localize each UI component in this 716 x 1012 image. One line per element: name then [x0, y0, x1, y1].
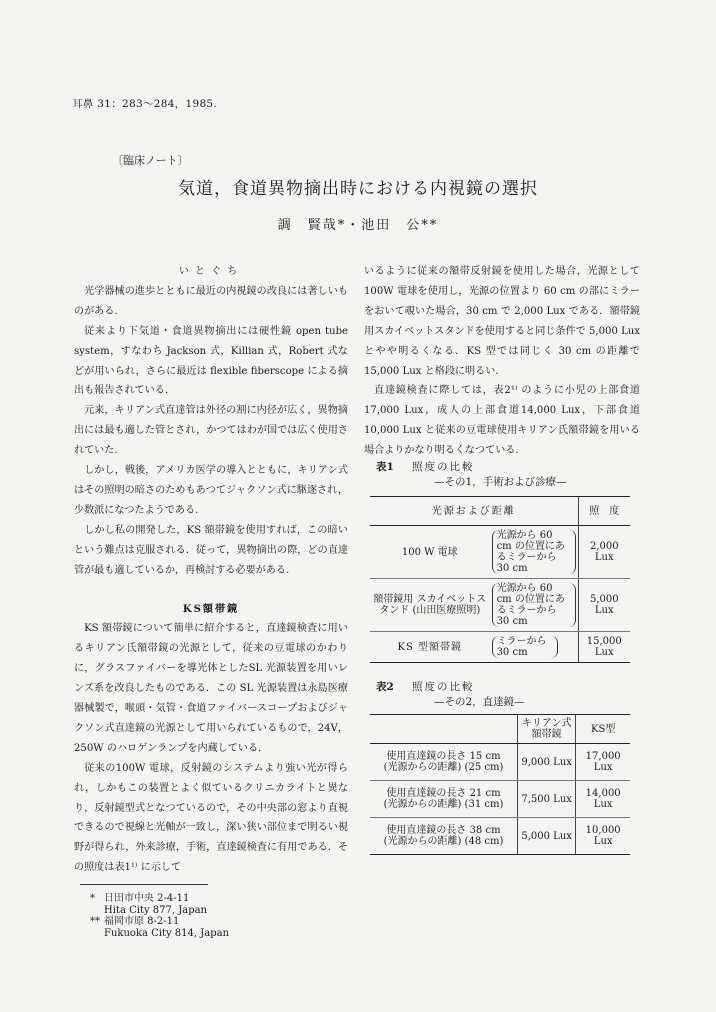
author-line: 調 賢哉*・池田 公**: [277, 218, 439, 233]
footnote-rule: [80, 884, 208, 885]
paragraph: 光学器械の進歩とともに最近の内視鏡の改良には著しいものがある.: [74, 285, 348, 317]
table2-cell-scope: [370, 744, 517, 781]
paragraph: しかし，戦後，アメリカ医学の導入とともに，キリアン式はその照明の暗さのためもあつてジャクソン式に駆逐され，少数派になつたようである.: [74, 465, 348, 516]
table2-subtitle: —その2，直達鏡—: [434, 696, 525, 708]
paragraph: 従来より下気道・食道異物摘出には硬性鏡 open tube system，すなわち Jackson 式，Killian 式，Robert 式などが用いられ，さらに最近は flexible fiberscope による摘出も報告されている.: [74, 325, 348, 397]
table1-header-source: 光源および距離: [370, 497, 578, 526]
table1-cell-source: 100 W 電球: [370, 526, 490, 579]
table2-cell-killian: 7,500 Lux: [517, 781, 575, 818]
table1-cell-condition: 光源から 60 cm の位置にあるミラーから 30 cm: [492, 583, 576, 627]
paragraph: いるように従来の額帯反射鏡を使用した場合，光源として100W 電球を使用し，光源の位置より 60 cm の部にミラーをおいて覗いた場合，30 cm で 2,000 Lux である．額帯鏡用スカイベットスタンドを使用すると同じ条件で 5,000 Lux とやや明るくなる．KS 型では同じく 30 cm の距離で 15,000 Lux と格段に明るい.: [364, 266, 640, 377]
journal-reference: 耳鼻 31：283〜284，1985.: [72, 98, 218, 110]
table2-scope-distance: (光源からの距離) (31 cm): [383, 799, 504, 810]
footnote-mark: **: [90, 916, 100, 927]
table1: [370, 496, 630, 663]
table2-cell-scope: [370, 818, 517, 855]
table2-cell-ks: 10,000 Lux: [576, 818, 630, 855]
table2-header-empty: [370, 715, 517, 744]
table1-cell-condition: ミラーから 30 cm: [492, 636, 558, 658]
table1-cell-lux: 15,000 Lux: [578, 632, 630, 663]
table2-number: 表2: [376, 681, 394, 693]
table1-caption: [376, 460, 567, 490]
table2-scope-length: 使用直達鏡の長さ 21 cm: [386, 788, 501, 799]
paragraph: 従来の100W 電球，反射鏡のシステムより強い光が得られ，しかもこの装置とよく似ているクリニカライトと異なり，反射鏡型式となつているので，その中央部の窓より直視できるので視線と光軸が一致し，深い狭い部位まで明るい視野が得られ，外来診療，手術，直達鏡検査に有用である．その照度は表1¹⁾ に示して: [74, 762, 348, 874]
table1-title: 照度の比較: [412, 461, 475, 473]
paragraph: しかし私の開発した，KS 額帯鏡を使用すれば，この暗いという難点は克服される．従って，異物摘出の際，どの直達管が最も適しているか，再検討する必要がある.: [74, 524, 348, 576]
table2-cell-ks: 14,000 Lux: [576, 781, 630, 818]
section-heading-ks: KS額帯鏡: [182, 603, 240, 615]
table2-scope-distance: (光源からの距離) (48 cm): [383, 836, 504, 847]
table2-cell-scope: [370, 781, 517, 818]
table2-cell-killian: 9,000 Lux: [517, 744, 575, 781]
left-column: [74, 262, 348, 878]
paragraph: 直達鏡検査に際しては，表2¹⁾ のように小児の上部食道17,000 Lux，成人の上部食道14,000 Lux，下部食道10,000 Lux と従来の豆電球使用キリアン氏額帯鏡を用いる場合よりかなり明るくなつている.: [364, 385, 640, 457]
table2-scope-distance: (光源からの距離) (25 cm): [383, 762, 504, 773]
table1-number: 表1: [376, 461, 394, 473]
table2-header-killian: キリアン式 額帯鏡: [517, 715, 575, 744]
table2-scope-length: 使用直達鏡の長さ 38 cm: [386, 825, 501, 836]
footnote-mark: *: [90, 893, 95, 904]
paragraph: KS 額帯鏡について簡単に紹介すると，直達鏡検査に用いるキリアン氏額帯鏡の光源として，従来の豆電球のかわりに，グラスファイバーを導光体としたSL 光源装置を用いレンズ系を改良したものである．この SL 光源装置は永島医療器械製で，喉頭・気管・食道ファイバースコープおよびジャクソン式直達鏡の光源として用いられているもので，24V，250W のハロゲンランプを内蔵している.: [74, 623, 348, 754]
right-column: [364, 262, 640, 461]
table2-header-ks: KS型: [576, 715, 630, 744]
footnote-address: 日田市中央 2-4-11: [104, 893, 190, 904]
article-title: 気道，食道異物摘出時における内視鏡の選択: [178, 179, 538, 199]
footnotes: [90, 893, 229, 939]
table2-title: 照度の比較: [412, 681, 475, 693]
table1-cell-lux: 2,000 Lux: [578, 526, 630, 579]
table2-cell-ks: 17,000 Lux: [576, 744, 630, 781]
table1-cell-source: 額帯鏡用 スカイベットスタンド (山田医療照明): [370, 579, 490, 632]
footnote-address: 福岡市原 8-2-11: [104, 916, 180, 927]
paragraph: 元来，キリアン式直達管は外径の割に内径が広く，異物摘出には最も適した管とされ，かつてはわが国では広く使用されていた.: [74, 405, 348, 457]
table2: [370, 714, 630, 855]
footnote-address-en: Hita City 877, Japan: [104, 904, 207, 916]
table1-cell-source: KS 型額帯鏡: [370, 632, 490, 663]
table1-header-lux: 照 度: [578, 497, 630, 526]
table2-scope-length: 使用直達鏡の長さ 15 cm: [386, 751, 501, 762]
table2-cell-killian: 5,000 Lux: [517, 818, 575, 855]
table1-cell-lux: 5,000 Lux: [578, 579, 630, 632]
footnote-address-en: Fukuoka City 814, Japan: [104, 927, 230, 939]
section-heading-intro: いとぐち: [178, 266, 244, 277]
table2-caption: [376, 680, 525, 710]
table1-cell-condition: 光源から 60 cm の位置にあるミラーから 30 cm: [492, 530, 576, 574]
article-series-label: 〔臨床ノート〕: [112, 154, 189, 167]
table1-subtitle: —その1，手術および診療—: [434, 476, 567, 488]
